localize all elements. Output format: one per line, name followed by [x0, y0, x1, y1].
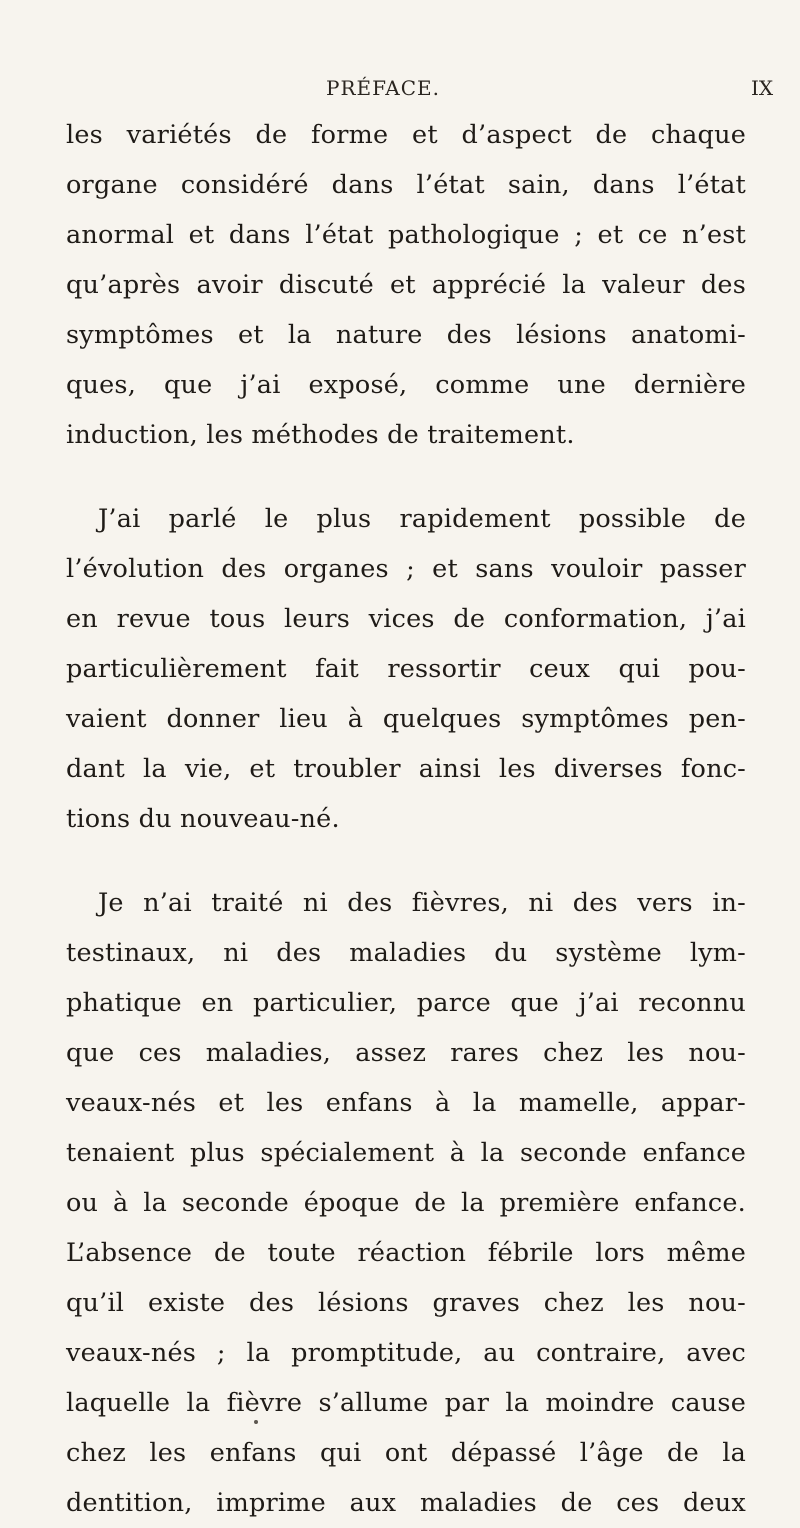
text-line: induction, les méthodes de traitement.	[66, 420, 575, 450]
text-line: Je n’ai traité ni des fièvres, ni des vers in-	[98, 888, 746, 918]
paragraph-1	[66, 110, 746, 460]
text-line: vaient donner lieu à quelques symptômes pen-	[66, 704, 746, 734]
text-line: J’ai parlé le plus rapidement possible de	[98, 504, 746, 534]
text-line: en revue tous leurs vices de conformation, j’ai	[66, 604, 746, 634]
text-line: dant la vie, et troubler ainsi les diverses fonc-	[66, 754, 746, 784]
text-line: qu’il existe des lésions graves chez les nou-	[66, 1288, 746, 1318]
text-line: dentition, imprime aux maladies de ces deux	[66, 1488, 746, 1518]
text-line: organe considéré dans l’état sain, dans l’état	[66, 170, 746, 200]
text-line: phatique en particulier, parce que j’ai reconnu	[66, 988, 746, 1018]
paragraph-2	[66, 494, 746, 844]
ink-speck	[254, 1420, 258, 1424]
text-line: testinaux, ni des maladies du système lym-	[66, 938, 746, 968]
text-line: tions du nouveau-né.	[66, 804, 340, 834]
body-text	[66, 110, 746, 1528]
text-line: que ces maladies, assez rares chez les nou-	[66, 1038, 746, 1068]
text-line: l’évolution des organes ; et sans vouloir passer	[66, 554, 746, 584]
page-number: IX	[751, 76, 774, 100]
text-line: ques, que j’ai exposé, comme une dernière	[66, 370, 746, 400]
text-line: veaux-nés ; la promptitude, au contraire, avec	[66, 1338, 746, 1368]
text-line: veaux-nés et les enfans à la mamelle, appar-	[66, 1088, 746, 1118]
paragraph-gap	[66, 460, 746, 494]
text-line: symptômes et la nature des lésions anatomi-	[66, 320, 746, 350]
paragraph-3	[66, 878, 746, 1528]
running-title: PRÉFACE.	[326, 76, 440, 100]
text-line: laquelle la fièvre s’allume par la moindre cause	[66, 1388, 746, 1418]
text-line: les variétés de forme et d’aspect de chaque	[66, 120, 746, 150]
text-line: chez les enfans qui ont dépassé l’âge de la	[66, 1438, 746, 1468]
text-line: qu’après avoir discuté et apprécié la valeur des	[66, 270, 746, 300]
running-head	[0, 76, 800, 106]
text-line: ou à la seconde époque de la première enfance.	[66, 1188, 746, 1218]
text-line: anormal et dans l’état pathologique ; et ce n’est	[66, 220, 746, 250]
text-line: tenaient plus spécialement à la seconde enfance	[66, 1138, 746, 1168]
text-line: particulièrement fait ressortir ceux qui pou-	[66, 654, 746, 684]
paragraph-gap	[66, 844, 746, 878]
text-line: L’absence de toute réaction fébrile lors même	[66, 1238, 746, 1268]
